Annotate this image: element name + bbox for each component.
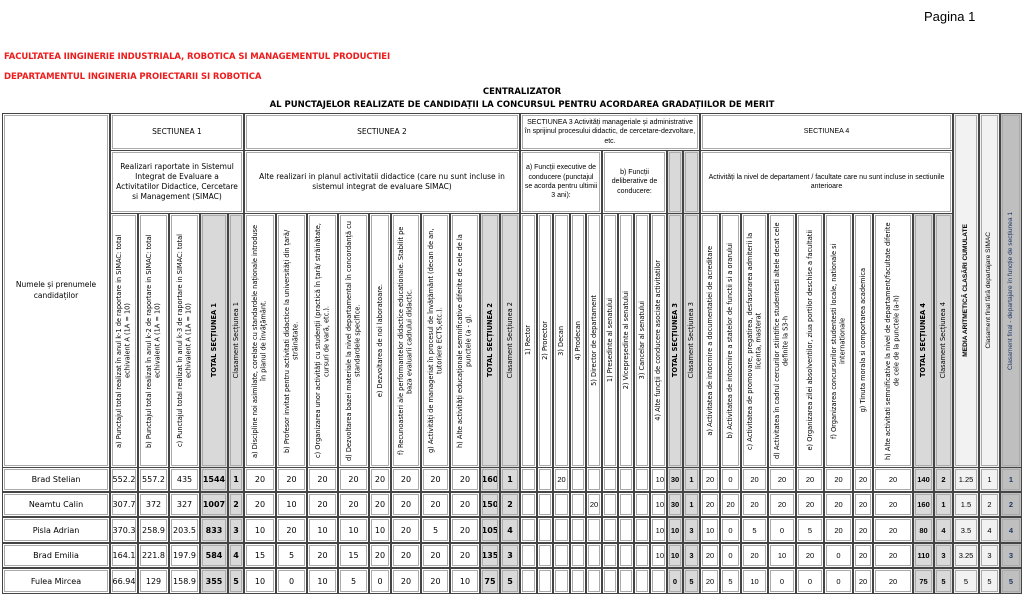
s1-value: 355 bbox=[200, 568, 228, 594]
s2-value: 15 bbox=[244, 543, 276, 568]
document-subtitle: AL PUNCTAJELOR REALIZATE DE CANDIDAȚII LA CONCURSUL PENTRU ACORDAREA GRADAȚIILOR DE MERIT bbox=[269, 100, 775, 110]
s2-value: 1 bbox=[500, 467, 520, 492]
s4-value: 20 bbox=[873, 467, 913, 492]
s2-value: 160 bbox=[480, 467, 500, 492]
s4-value: 0 bbox=[824, 543, 853, 568]
s4-value: 20 bbox=[768, 492, 796, 517]
final-value: 5 bbox=[1000, 568, 1022, 594]
s4-value: 10 bbox=[768, 543, 796, 568]
s3-value bbox=[618, 568, 634, 594]
s3-value bbox=[570, 568, 586, 594]
column-header-text: a) Punctajul total realizat în anul k-1 de raportare in SIMAC: total echivalent A (1A = 10) bbox=[115, 233, 132, 448]
column-header bbox=[338, 213, 369, 468]
s4-value: 0 bbox=[768, 517, 796, 543]
s4-value: 10 bbox=[700, 517, 720, 543]
column-header bbox=[720, 213, 741, 468]
s2-value: 20 bbox=[421, 492, 450, 517]
s3-value bbox=[602, 568, 618, 594]
column-header-text: f) Recunoasteri ale performantelor didactice educationale. Stabilit pe baza evaluarii cadrului didactic. bbox=[397, 226, 414, 455]
s1-value: 1007 bbox=[200, 492, 228, 517]
final-column-header-text: Clasament final - departajare în funcție de secțiunea 1 bbox=[1006, 211, 1014, 370]
s4-value: 5 bbox=[720, 568, 741, 594]
s4-value: 20 bbox=[873, 543, 913, 568]
section4-subtitle: Activități la nivel de departament / facultate care nu sunt incluse in sectiunile anterioare bbox=[700, 150, 953, 214]
s3-value bbox=[602, 467, 618, 492]
section2-title: SECTIUNEA 2 bbox=[244, 113, 520, 151]
final-value: 1 bbox=[1000, 467, 1022, 492]
column-header bbox=[450, 213, 480, 468]
s2-value: 20 bbox=[450, 467, 480, 492]
s3-value: 30 bbox=[667, 492, 683, 517]
s2-value: 2 bbox=[500, 492, 520, 517]
s3-value bbox=[520, 517, 537, 543]
final-value: 3 bbox=[1000, 543, 1022, 568]
s4-value: 20 bbox=[700, 492, 720, 517]
s4-value: 20 bbox=[700, 568, 720, 594]
column-header bbox=[307, 213, 338, 468]
s2-value: 15 bbox=[338, 543, 369, 568]
s2-value: 20 bbox=[338, 492, 369, 517]
s1-value: 221.8 bbox=[138, 543, 169, 568]
column-header bbox=[796, 213, 824, 468]
column-header-text: g) Activități de manageriat în procesul de învățământ (decan de an, tutoriere ECTS,etc.). bbox=[426, 228, 444, 453]
column-header-text: TOTAL SECȚIUNEA 2 bbox=[485, 303, 494, 378]
s4-value: 80 bbox=[913, 517, 934, 543]
s1-value: 197.9 bbox=[169, 543, 200, 568]
column-header bbox=[618, 213, 634, 468]
s4-value: 3 bbox=[934, 543, 953, 568]
s2-value: 5 bbox=[276, 543, 307, 568]
s4-value: 140 bbox=[913, 467, 934, 492]
s2-value: 20 bbox=[391, 467, 421, 492]
column-header-text: Clasament Secțiunea 1 bbox=[231, 302, 240, 379]
final-column-header bbox=[953, 113, 979, 468]
s4-value: 0 bbox=[720, 517, 741, 543]
column-header bbox=[169, 213, 200, 468]
column-header-text: a) Activitatea de intocmire a documentatiei de acreditare bbox=[705, 245, 714, 436]
column-header bbox=[138, 213, 169, 468]
s2-value: 75 bbox=[480, 568, 500, 594]
s4-value: 2 bbox=[934, 467, 953, 492]
s1-value: 66.94 bbox=[110, 568, 138, 594]
s3-value bbox=[618, 543, 634, 568]
section1-title: SECTIUNEA 1 bbox=[110, 113, 244, 151]
s2-value: 20 bbox=[244, 467, 276, 492]
page-number: Pagina 1 bbox=[924, 9, 976, 24]
column-header-text: g) Tinuta morala si comportarea academica bbox=[858, 268, 867, 413]
s1-value: 552.2 bbox=[110, 467, 138, 492]
column-header-text: b) Punctajul total realizat în anul k-2 de raportare in SIMAC: total echivalent A (1A = 10) bbox=[144, 233, 162, 448]
s2-value: 105 bbox=[480, 517, 500, 543]
final-value: 2 bbox=[1000, 492, 1022, 517]
column-header bbox=[480, 213, 500, 468]
column-header-text: e) Dezvoltarea de noi laboratoare. bbox=[375, 283, 384, 398]
column-header-text: 4) Prodecan bbox=[573, 320, 582, 361]
s3-value: 30 bbox=[667, 467, 683, 492]
s4-value: 20 bbox=[824, 492, 853, 517]
column-header-text: e) Organizarea zilei absolventilor, ziua portilor deschise a facultatii bbox=[805, 230, 814, 451]
section3-title: SECTIUNEA 3 Activități manageriale și administrative în sprijinul procesului didactic, de cercetare-dezvoltare, etc. bbox=[520, 113, 700, 151]
column-header bbox=[200, 213, 228, 468]
s4-value: 5 bbox=[741, 517, 768, 543]
column-header bbox=[110, 213, 138, 468]
column-header-text: 1) Presedinte al senatului bbox=[605, 298, 614, 383]
s3-value bbox=[570, 517, 586, 543]
s2-value: 10 bbox=[307, 568, 338, 594]
column-header-text: f) Organizarea concursurilor studentesti locale, nationale si internationale bbox=[829, 242, 847, 439]
column-header-text: 2) Vicepreședinte al senatului bbox=[621, 291, 630, 390]
column-header-text: TOTAL SECȚIUNEA 1 bbox=[209, 303, 218, 378]
s4-value: 20 bbox=[796, 467, 824, 492]
column-header-text: h) Alte activități educaționale semnificative diferite de cele de la punctele (a - g). bbox=[456, 233, 473, 448]
s3-value bbox=[537, 568, 553, 594]
column-header bbox=[700, 213, 720, 468]
s3-value bbox=[537, 543, 553, 568]
s2-value: 5 bbox=[338, 568, 369, 594]
column-header-text: 3) Decan bbox=[557, 325, 566, 356]
s2-value: 20 bbox=[307, 467, 338, 492]
s3-value bbox=[586, 467, 602, 492]
final-value: 5 bbox=[953, 568, 979, 594]
s4-value: 20 bbox=[741, 467, 768, 492]
column-header bbox=[520, 213, 537, 468]
s2-value: 4 bbox=[500, 517, 520, 543]
s3-value bbox=[634, 568, 650, 594]
s3-value bbox=[553, 492, 570, 517]
final-value: 3 bbox=[979, 543, 1000, 568]
s2-value: 20 bbox=[276, 517, 307, 543]
column-header-text: a) Discipline noi asimilate, corelate cu standardele naționale introduse în planul de învățământ. bbox=[251, 223, 268, 458]
s1-value: 3 bbox=[228, 517, 244, 543]
s2-value: 3 bbox=[500, 543, 520, 568]
s3-value: 20 bbox=[586, 492, 602, 517]
final-value: 3.5 bbox=[953, 517, 979, 543]
name-column-header: Numele și prenumele candidaților bbox=[2, 113, 110, 468]
s3-value: 10 bbox=[650, 467, 667, 492]
column-header-text: 4) Alte funcții de conducere asociate activitatilor bbox=[654, 260, 663, 421]
s3-value: 20 bbox=[553, 467, 570, 492]
column-header bbox=[853, 213, 873, 468]
s4-value: 20 bbox=[700, 467, 720, 492]
s2-value: 20 bbox=[307, 492, 338, 517]
s4-value: 0 bbox=[796, 568, 824, 594]
s2-value: 20 bbox=[338, 467, 369, 492]
s3-value bbox=[570, 543, 586, 568]
section3-group-a: a) Funcții executive de conducere (punctajul se acorda pentru ultimii 3 ani): bbox=[520, 150, 602, 214]
s4-value: 20 bbox=[873, 568, 913, 594]
s2-value: 0 bbox=[369, 568, 391, 594]
s3-value: 5 bbox=[683, 568, 700, 594]
s2-value: 10 bbox=[244, 568, 276, 594]
s2-value: 10 bbox=[307, 517, 338, 543]
section1-subtitle: Realizari raportate in Sistemul Integrat de Evaluare a Activitatilor Didactice, Cercetare si Management (SIMAC) bbox=[110, 150, 244, 214]
column-header-text: TOTAL SECȚIUNEA 4 bbox=[919, 303, 928, 378]
s2-value: 10 bbox=[338, 517, 369, 543]
column-header bbox=[768, 213, 796, 468]
s3-value bbox=[520, 568, 537, 594]
column-header-text: c) Organizarea unor activități cu studenții (practică în țară/ străinătate, cursuri de vară, etc.). bbox=[313, 223, 331, 458]
s2-value: 135 bbox=[480, 543, 500, 568]
s2-value: 20 bbox=[421, 568, 450, 594]
s3-value bbox=[553, 543, 570, 568]
s3-value bbox=[602, 543, 618, 568]
s4-value: 0 bbox=[720, 467, 741, 492]
column-header bbox=[824, 213, 853, 468]
s1-value: 435 bbox=[169, 467, 200, 492]
s2-value: 20 bbox=[450, 543, 480, 568]
s2-value: 20 bbox=[391, 543, 421, 568]
s3-value: 10 bbox=[650, 517, 667, 543]
s4-value: 5 bbox=[934, 568, 953, 594]
s1-value: 129 bbox=[138, 568, 169, 594]
s1-value: 307.7 bbox=[110, 492, 138, 517]
column-header bbox=[553, 213, 570, 468]
column-header-text: h) Alte activitati semnificative la nivel de departament/facultate diferite de cele de la punctele (a-h) bbox=[884, 221, 901, 460]
s3-value bbox=[570, 492, 586, 517]
s2-value: 10 bbox=[276, 492, 307, 517]
s2-value: 20 bbox=[391, 492, 421, 517]
column-header bbox=[873, 213, 913, 468]
s1-value: 1544 bbox=[200, 467, 228, 492]
final-column-header-text: MEDIA ARITMETICĂ CLASĂRI CUMULATE bbox=[961, 224, 969, 357]
section3-total-spacer bbox=[667, 150, 683, 214]
s3-value: 10 bbox=[667, 543, 683, 568]
s4-value: 5 bbox=[796, 517, 824, 543]
s1-value: 5 bbox=[228, 568, 244, 594]
column-header bbox=[586, 213, 602, 468]
s1-value: 2 bbox=[228, 492, 244, 517]
s3-value bbox=[586, 568, 602, 594]
s2-value: 20 bbox=[450, 517, 480, 543]
s1-value: 370.3 bbox=[110, 517, 138, 543]
s4-value: 20 bbox=[768, 467, 796, 492]
final-value: 1 bbox=[979, 467, 1000, 492]
s4-value: 20 bbox=[824, 517, 853, 543]
column-header bbox=[683, 213, 700, 468]
s3-value bbox=[602, 492, 618, 517]
s4-value: 0 bbox=[720, 543, 741, 568]
s3-value bbox=[586, 517, 602, 543]
s4-value: 20 bbox=[853, 543, 873, 568]
column-header-text: d) Dezvoltarea bazei materiale la nivel departamental în concordanță cu standardele specifice. bbox=[344, 220, 362, 461]
s3-value bbox=[537, 492, 553, 517]
final-value: 5 bbox=[979, 568, 1000, 594]
s3-value bbox=[618, 492, 634, 517]
s4-value: 75 bbox=[913, 568, 934, 594]
s2-value: 20 bbox=[391, 568, 421, 594]
s2-value: 20 bbox=[369, 543, 391, 568]
document-title: CENTRALIZATOR bbox=[482, 87, 562, 97]
s2-value: 0 bbox=[276, 568, 307, 594]
s4-value: 20 bbox=[720, 492, 741, 517]
column-header bbox=[602, 213, 618, 468]
candidate-name: Neamtu Calin bbox=[2, 492, 110, 517]
column-header bbox=[650, 213, 667, 468]
s3-value: 10 bbox=[650, 543, 667, 568]
column-header bbox=[421, 213, 450, 468]
column-header-text: b) Profesor invitat pentru activitati didactice la universități din țară/ străinătate. bbox=[282, 228, 300, 453]
section4-title: SECTIUNEA 4 bbox=[700, 113, 953, 151]
s4-value: 1 bbox=[934, 492, 953, 517]
s2-value: 20 bbox=[450, 492, 480, 517]
column-header-text: Clasament Secțiunea 2 bbox=[505, 302, 514, 379]
s2-value: 20 bbox=[421, 543, 450, 568]
final-value: 1.25 bbox=[953, 467, 979, 492]
s2-value: 10 bbox=[369, 517, 391, 543]
s4-value: 20 bbox=[853, 467, 873, 492]
s4-value: 110 bbox=[913, 543, 934, 568]
column-header bbox=[537, 213, 553, 468]
final-value: 4 bbox=[1000, 517, 1022, 543]
s3-value bbox=[520, 467, 537, 492]
column-header-text: Clasament Secțiunea 4 bbox=[939, 302, 948, 379]
column-header-text: Clasament Secțiunea 3 bbox=[687, 302, 696, 379]
s4-value: 0 bbox=[824, 568, 853, 594]
s3-value: 1 bbox=[683, 492, 700, 517]
column-header bbox=[276, 213, 307, 468]
column-header-text: c) Punctajul total realizat în anul k-3 de raportare in SIMAC: total echivalent A (1A = 10) bbox=[175, 234, 193, 447]
s4-value: 20 bbox=[741, 543, 768, 568]
s3-value bbox=[634, 543, 650, 568]
column-header-text: 1) Rector bbox=[524, 325, 533, 356]
s3-value bbox=[634, 517, 650, 543]
s1-value: 164.1 bbox=[110, 543, 138, 568]
s4-value: 20 bbox=[873, 492, 913, 517]
department-name: DEPARTAMENTUL INGINERIA PROIECTARII SI ROBOTICA bbox=[4, 72, 262, 82]
final-value: 2 bbox=[979, 492, 1000, 517]
s1-value: 4 bbox=[228, 543, 244, 568]
s4-value: 10 bbox=[741, 568, 768, 594]
s3-value: 3 bbox=[683, 543, 700, 568]
s3-value bbox=[537, 517, 553, 543]
s3-value: 0 bbox=[667, 568, 683, 594]
column-header bbox=[634, 213, 650, 468]
s4-value: 20 bbox=[796, 543, 824, 568]
column-header bbox=[244, 213, 276, 468]
s1-value: 203.5 bbox=[169, 517, 200, 543]
column-header bbox=[934, 213, 953, 468]
s4-value: 20 bbox=[853, 492, 873, 517]
s3-value bbox=[618, 517, 634, 543]
column-header bbox=[500, 213, 520, 468]
s4-value: 20 bbox=[853, 517, 873, 543]
s3-value: 10 bbox=[667, 517, 683, 543]
column-header bbox=[369, 213, 391, 468]
column-header-text: c) Activitatea de promovare, pregatirea, desfasurarea admiterii la licenta, masterat bbox=[745, 231, 763, 450]
s3-value bbox=[618, 467, 634, 492]
s4-value: 20 bbox=[796, 492, 824, 517]
final-value: 3.25 bbox=[953, 543, 979, 568]
column-header bbox=[913, 213, 934, 468]
candidate-name: Brad Emilia bbox=[2, 543, 110, 568]
column-header bbox=[391, 213, 421, 468]
s3-value bbox=[553, 517, 570, 543]
s1-value: 258.9 bbox=[138, 517, 169, 543]
s2-value: 5 bbox=[500, 568, 520, 594]
column-header bbox=[228, 213, 244, 468]
s3-value: 10 bbox=[650, 492, 667, 517]
s1-value: 372 bbox=[138, 492, 169, 517]
s3-value bbox=[520, 543, 537, 568]
s3-value bbox=[650, 568, 667, 594]
s2-value: 20 bbox=[369, 467, 391, 492]
candidate-name: Fulea Mircea bbox=[2, 568, 110, 594]
s2-value: 20 bbox=[244, 492, 276, 517]
s2-value: 20 bbox=[391, 517, 421, 543]
candidate-name: Brad Stelian bbox=[2, 467, 110, 492]
section2-subtitle: Alte realizari in planul activitatii didactice (care nu sunt incluse in sistemul integrat de evaluare SIMAC) bbox=[244, 150, 520, 214]
s2-value: 20 bbox=[307, 543, 338, 568]
section3-rank-spacer bbox=[683, 150, 700, 214]
s1-value: 584 bbox=[200, 543, 228, 568]
s4-value: 160 bbox=[913, 492, 934, 517]
s3-value bbox=[634, 492, 650, 517]
s1-value: 158.9 bbox=[169, 568, 200, 594]
final-value: 4 bbox=[979, 517, 1000, 543]
s4-value: 20 bbox=[700, 543, 720, 568]
s2-value: 20 bbox=[421, 467, 450, 492]
s4-value: 20 bbox=[741, 492, 768, 517]
candidate-name: Pisla Adrian bbox=[2, 517, 110, 543]
s2-value: 20 bbox=[276, 467, 307, 492]
s3-value: 1 bbox=[683, 467, 700, 492]
column-header bbox=[570, 213, 586, 468]
s4-value: 20 bbox=[824, 467, 853, 492]
s1-value: 327 bbox=[169, 492, 200, 517]
column-header bbox=[667, 213, 683, 468]
s2-value: 5 bbox=[421, 517, 450, 543]
s4-value: 4 bbox=[934, 517, 953, 543]
s4-value: 0 bbox=[768, 568, 796, 594]
s2-value: 10 bbox=[450, 568, 480, 594]
s4-value: 20 bbox=[873, 517, 913, 543]
s3-value: 3 bbox=[683, 517, 700, 543]
s3-value bbox=[602, 517, 618, 543]
column-header-text: TOTAL SECȚIUNEA 3 bbox=[670, 303, 679, 378]
s1-value: 557.2 bbox=[138, 467, 169, 492]
final-column-header bbox=[1000, 113, 1022, 468]
column-header-text: d) Activitatea în cadrul cercurilor stiintifice studentesti altele decat cele definite la S3-h bbox=[773, 222, 790, 459]
s3-value bbox=[634, 467, 650, 492]
s3-value bbox=[553, 568, 570, 594]
s3-value bbox=[586, 543, 602, 568]
column-header-text: b) Activitatea de intocmire a statelor de functii si a orarului bbox=[726, 242, 735, 439]
final-value: 1.5 bbox=[953, 492, 979, 517]
s2-value: 10 bbox=[244, 517, 276, 543]
faculty-name: FACULTATEA IINGINERIE INDUSTRIALA, ROBOTICA SI MANAGEMENTUL PRODUCTIEI bbox=[4, 52, 391, 62]
s1-value: 1 bbox=[228, 467, 244, 492]
s2-value: 150 bbox=[480, 492, 500, 517]
s3-value bbox=[537, 467, 553, 492]
s3-value bbox=[520, 492, 537, 517]
s4-value: 20 bbox=[853, 568, 873, 594]
final-column-header-text: Clasament final fără departajare SIMAC bbox=[985, 232, 993, 349]
column-header-text: 3) Cancelar al senatului bbox=[637, 301, 646, 380]
column-header bbox=[741, 213, 768, 468]
column-header-text: 5) Director de departament bbox=[589, 295, 598, 386]
section3-group-b: b) Funcții deliberative de conducere: bbox=[602, 150, 667, 214]
column-header-text: 2) Prorector bbox=[540, 321, 549, 360]
s2-value: 20 bbox=[369, 492, 391, 517]
final-column-header bbox=[979, 113, 1000, 468]
s1-value: 833 bbox=[200, 517, 228, 543]
s3-value bbox=[570, 467, 586, 492]
